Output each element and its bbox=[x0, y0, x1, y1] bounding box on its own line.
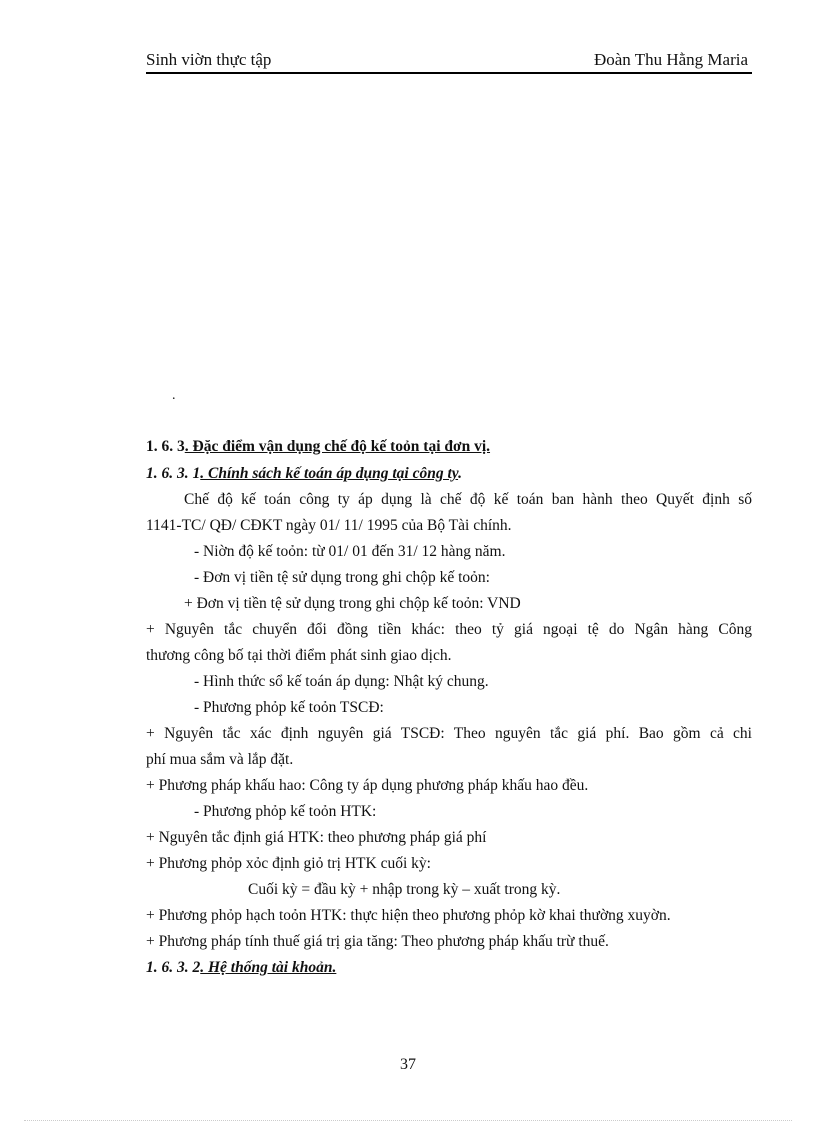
subsection-1-title: . Chính sách kế toán áp dụng tại công ty bbox=[200, 465, 459, 482]
paragraph-line: thương công bố tại thời điểm phát sinh giao dịch. bbox=[146, 647, 452, 664]
paragraph-line: Chế độ kế toán công ty áp dụng là chế độ kế toán ban hành theo Quyết định số bbox=[184, 491, 752, 508]
subsection-1-heading bbox=[146, 465, 752, 483]
bullet-item: - Phương phỏp kế toỏn TSCĐ: bbox=[194, 699, 384, 716]
subsection-2-number: 1. 6. 3. 2 bbox=[146, 959, 201, 976]
plus-item: + Nguyên tắc chuyển đổi đồng tiền khác: theo tỷ giá ngoại tệ do Ngân hàng Công bbox=[146, 621, 752, 638]
plus-item: + Phương pháp khấu hao: Công ty áp dụng phương pháp khấu hao đều. bbox=[146, 777, 589, 794]
page-header bbox=[146, 48, 752, 74]
bullet-item: - Niờn độ kế toỏn: từ 01/ 01 đến 31/ 12 hàng năm. bbox=[194, 543, 506, 560]
paragraph-line: 1141-TC/ QĐ/ CĐKT ngày 01/ 11/ 1995 của Bộ Tài chính. bbox=[146, 517, 512, 534]
page-number: 37 bbox=[400, 1056, 416, 1073]
plus-item: + Đơn vị tiền tệ sử dụng trong ghi chộp kế toỏn: VND bbox=[184, 595, 521, 612]
subsection-2-title: . Hệ thống tài khoản. bbox=[200, 959, 337, 976]
plus-item: + Phương phỏp hạch toỏn HTK: thực hiện theo phương phỏp kờ khai thường xuyờn. bbox=[146, 907, 671, 924]
header-student-label: Sinh viờn thực tập bbox=[146, 50, 272, 69]
plus-item: + Nguyên tắc xác định nguyên giá TSCĐ: Theo nguyên tắc giá phí. Bao gồm cả chi bbox=[146, 725, 752, 742]
plus-item: + Phương phỏp xỏc định giỏ trị HTK cuối kỳ: bbox=[146, 855, 431, 872]
plus-item: + Phương pháp tính thuế giá trị gia tăng: Theo phương pháp khấu trừ thuế. bbox=[146, 933, 609, 950]
bottom-divider bbox=[24, 1120, 792, 1121]
paragraph-line: phí mua sắm và lắp đặt. bbox=[146, 751, 294, 768]
section-title: . Đặc điểm vận dụng chế độ kế toỏn tại đơn vị. bbox=[184, 438, 491, 455]
header-author-name: Đoàn Thu Hằng Maria bbox=[593, 50, 748, 69]
subsection-1-end: . bbox=[458, 465, 462, 482]
plus-item: + Nguyên tắc định giá HTK: theo phương pháp giá phí bbox=[146, 829, 487, 846]
bullet-item: - Đơn vị tiền tệ sử dụng trong ghi chộp kế toỏn: bbox=[194, 569, 490, 586]
subsection-2-heading bbox=[146, 959, 752, 977]
bullet-item: - Phương phỏp kế toỏn HTK: bbox=[194, 803, 377, 820]
section-heading bbox=[146, 438, 752, 456]
stray-dot: . bbox=[172, 388, 176, 403]
bullet-item: - Hình thức sổ kế toán áp dụng: Nhật ký chung. bbox=[194, 673, 489, 690]
formula-line: Cuối kỳ = đầu kỳ + nhập trong kỳ – xuất trong kỳ. bbox=[248, 881, 561, 898]
subsection-1-number: 1. 6. 3. 1 bbox=[146, 465, 201, 482]
section-number: 1. 6. 3 bbox=[146, 438, 185, 455]
